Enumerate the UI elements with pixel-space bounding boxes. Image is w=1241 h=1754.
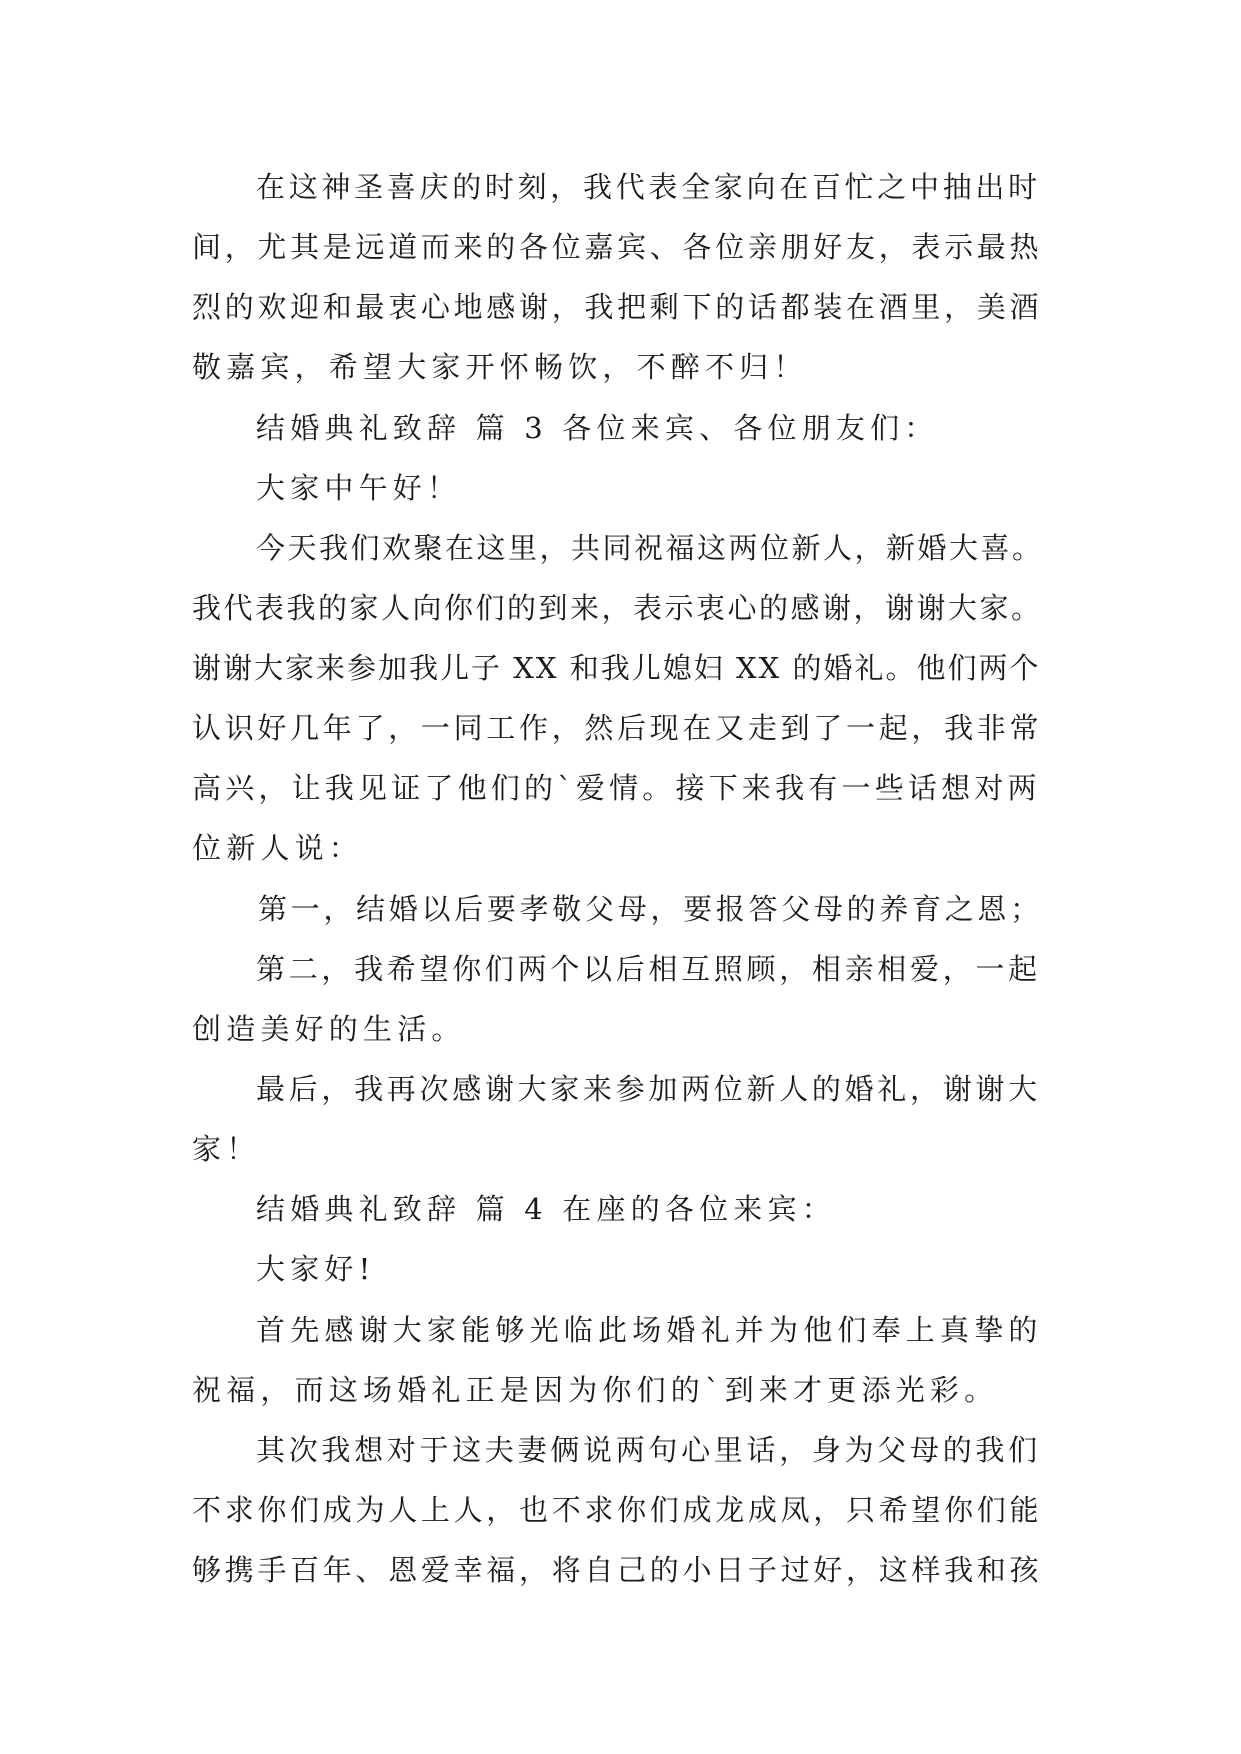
text-line: 今天我们欢聚在这里，共同祝福这两位新人，新婚大喜。 — [256, 531, 1044, 565]
text-line: 认识好几年了，一同工作，然后现在又走到了一起，我非常 — [192, 711, 1043, 745]
text-line: 首先感谢大家能够光临此场婚礼并为他们奉上真挚的 — [256, 1313, 1043, 1347]
greeting-line: 大家中午好！ — [256, 471, 462, 505]
text-line: 祝福，而这场婚礼正是因为你们的`到来才更添光彩。 — [192, 1373, 999, 1407]
text-line: 家！ — [192, 1132, 261, 1166]
text-line: 烈的欢迎和最衷心地感谢，我把剩下的话都装在酒里，美酒 — [192, 290, 1043, 324]
text-line: 创造美好的生活。 — [192, 1012, 466, 1046]
text-line: 够携手百年、恩爱幸福，将自己的小日子过好，这样我和孩 — [192, 1553, 1043, 1587]
text-line: 敬嘉宾，希望大家开怀畅饮，不醉不归！ — [192, 350, 808, 384]
text-line: 我代表我的家人向你们的到来，表示衷心的感谢，谢谢大家。 — [192, 591, 1043, 625]
text-line: 其次我想对于这夫妻俩说两句心里话，身为父母的我们 — [256, 1433, 1041, 1467]
text-line: 第一，结婚以后要孝敬父母，要报答父母的养育之恩； — [258, 892, 1043, 926]
text-line: 在这神圣喜庆的时刻，我代表全家向在百忙之中抽出时 — [256, 170, 1041, 204]
section-heading: 结婚典礼致辞 篇 3 各位来宾、各位朋友们： — [256, 411, 939, 445]
greeting-line: 大家好! — [256, 1252, 376, 1286]
text-line: 第二，我希望你们两个以后相互照顾，相亲相爱，一起 — [256, 952, 1041, 986]
text-line: 最后，我再次感谢大家来参加两位新人的婚礼，谢谢大 — [256, 1072, 1041, 1106]
text-line: 位新人说： — [192, 831, 364, 865]
text-line: 谢谢大家来参加我儿子 XX 和我儿媳妇 XX 的婚礼。他们两个 — [192, 651, 1041, 685]
text-line: 高兴，让我见证了他们的`爱情。接下来我有一些话想对两 — [192, 771, 1041, 805]
section-heading: 结婚典礼致辞 篇 4 在座的各位来宾： — [256, 1192, 836, 1226]
text-line: 不求你们成为人上人，也不求你们成龙成凤，只希望你们能 — [192, 1493, 1043, 1527]
text-line: 间，尤其是远道而来的各位嘉宾、各位亲朋好友，表示最热 — [192, 230, 1043, 264]
